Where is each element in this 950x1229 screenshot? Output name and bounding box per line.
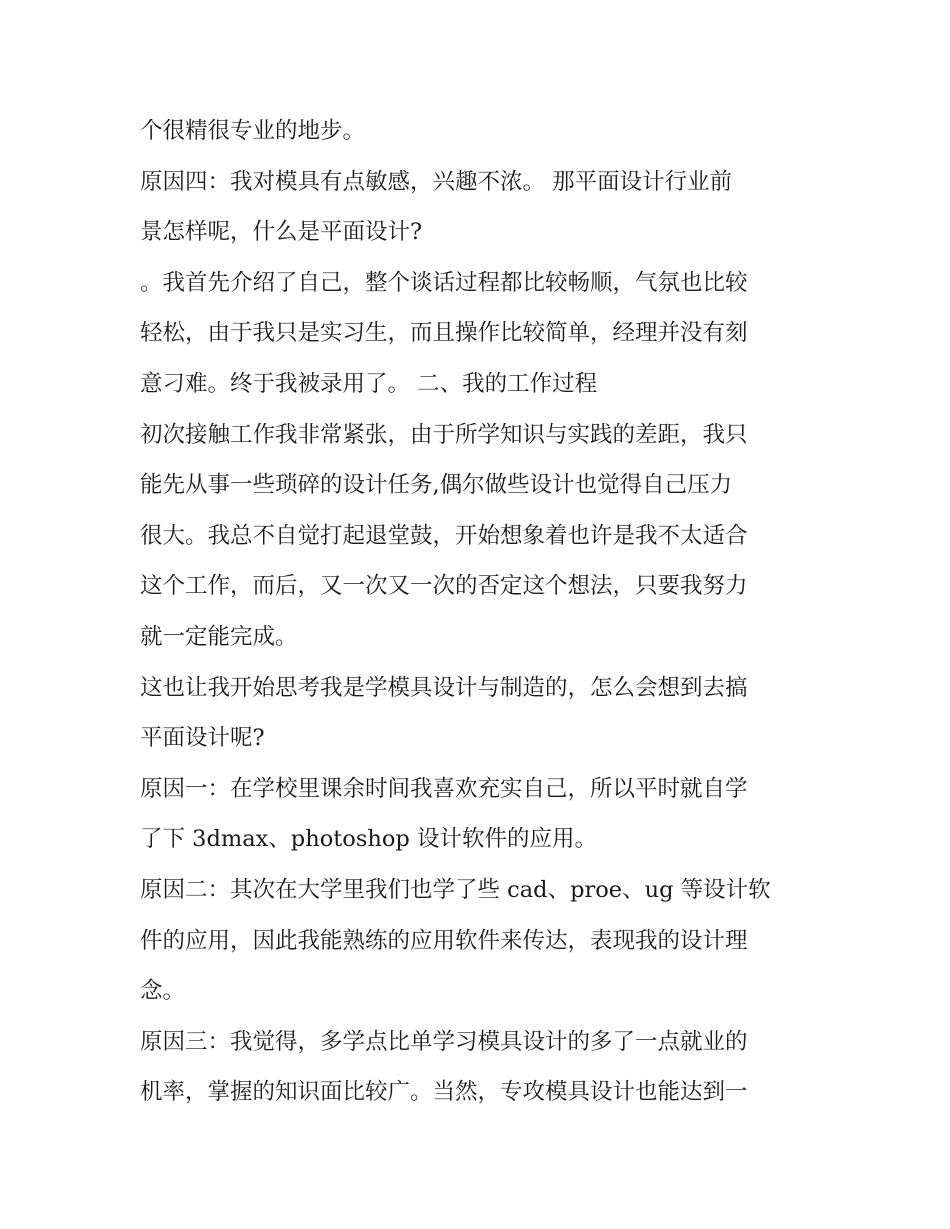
text-line: 原因四：我对模具有点敏感，兴趣不浓。 那平面设计行业前 bbox=[140, 168, 733, 195]
document-body bbox=[140, 106, 820, 1118]
text-line: 原因三：我觉得，多学点比单学习模具设计的多了一点就业的 bbox=[140, 1028, 748, 1055]
text-line: 机率，掌握的知识面比较广。当然，专攻模具设计也能达到一 bbox=[140, 1079, 748, 1106]
text-line: 件的应用，因此我能熟练的应用软件来传达，表现我的设计理 bbox=[140, 927, 748, 954]
text-line: 这也让我开始思考我是学模具设计与制造的，怎么会想到去搞 bbox=[140, 674, 748, 701]
text-line: 这个工作，而后，又一次又一次的否定这个想法，只要我努力 bbox=[140, 573, 748, 600]
text-line: 平面设计呢? bbox=[140, 725, 265, 752]
text-line: 原因二：其次在大学里我们也学了些 cad、proe、ug 等设计软 bbox=[140, 876, 771, 903]
text-line: 意刁难。终于我被录用了。 二、我的工作过程 bbox=[140, 370, 598, 397]
text-line: 能先从事一些琐碎的设计任务,偶尔做些设计也觉得自己压力 bbox=[140, 472, 733, 499]
text-line: 。我首先介绍了自己，整个谈话过程都比较畅顺，气氛也比较 bbox=[140, 269, 748, 296]
text-line: 原因一：在学校里课余时间我喜欢充实自己，所以平时就自学 bbox=[140, 775, 748, 802]
text-line: 初次接触工作我非常紧张，由于所学知识与实践的差距，我只 bbox=[140, 421, 748, 448]
text-line: 了下 3dmax、photoshop 设计软件的应用。 bbox=[140, 826, 597, 853]
text-line: 景怎样呢，什么是平面设计? bbox=[140, 219, 423, 246]
text-line: 念。 bbox=[140, 978, 186, 1005]
text-line: 就一定能完成。 bbox=[140, 623, 298, 650]
text-line: 个很精很专业的地步。 bbox=[140, 118, 366, 144]
text-line: 很大。我总不自觉打起退堂鼓，开始想象着也许是我不太适合 bbox=[140, 522, 748, 549]
text-line: 轻松，由于我只是实习生，而且操作比较简单，经理并没有刻 bbox=[140, 320, 748, 347]
